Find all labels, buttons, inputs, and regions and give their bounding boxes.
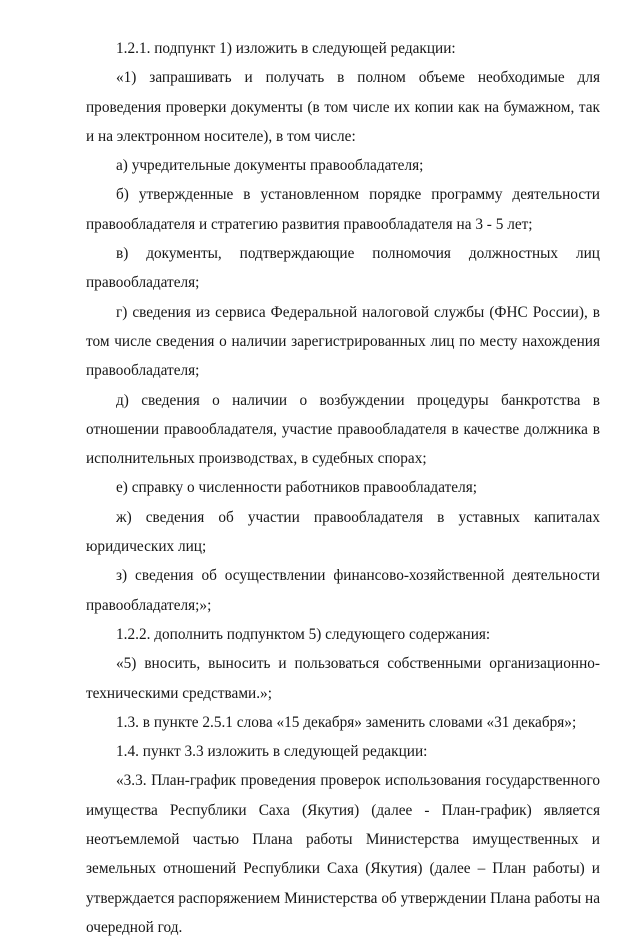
- paragraph-item-v: в) документы, подтверждающие полномочия должностных лиц правообладателя;: [86, 245, 600, 292]
- paragraph-item-d: д) сведения о наличии о возбуждении процедуры банкротства в отношении правообладателя, участие правообладателя в качестве должника в исполнительных производствах, в судебных спорах;: [86, 391, 600, 468]
- paragraph-item-a: а) учредительные документы правообладателя;: [116, 157, 424, 175]
- paragraph-1-3: 1.3. в пункте 2.5.1 слова «15 декабря» заменить словами «31 декабря»;: [116, 713, 577, 731]
- paragraph-item-z: з) сведения об осуществлении финансово-хозяйственной деятельности правообладателя;»;: [86, 567, 600, 614]
- paragraph-3-3: «3.3. План-график проведения проверок использования государственного имущества Республики Саха (Якутия) (далее - План-график) является неотъемлемой частью Плана работы Министерства имущественных и земельных отношений Республики Саха (Якутия) (далее – План работы) и утверждается распоряжением Министерства об утверждении Плана работы на очередной год.: [86, 772, 600, 936]
- paragraph-item-zh: ж) сведения об участии правообладателя в уставных капиталах юридических лиц;: [86, 508, 600, 556]
- document-page: [86, 34, 600, 942]
- paragraph-1-2-1: 1.2.1. подпункт 1) изложить в следующей редакции:: [116, 40, 456, 57]
- paragraph-item-5: «5) вносить, выносить и пользоваться собственными организационно-техническими средствами.»;: [86, 655, 600, 702]
- paragraph-item-g: г) сведения из сервиса Федеральной налоговой службы (ФНС России), в том числе сведения о наличии зарегистрированных лиц по месту нахождения правообладателя;: [86, 303, 600, 380]
- paragraph-1-2-2: 1.2.2. дополнить подпунктом 5) следующего содержания:: [116, 625, 491, 643]
- paragraph-item-b: б) утвержденные в установленном порядке программу деятельности правообладателя и стратегию развития правообладателя на 3 - 5 лет;: [86, 186, 600, 233]
- paragraph-1-4: 1.4. пункт 3.3 изложить в следующей редакции:: [116, 743, 428, 761]
- paragraph-item-e: е) справку о численности работников правообладателя;: [116, 479, 477, 497]
- paragraph-item-1: «1) запрашивать и получать в полном объеме необходимые для проведения проверки документы (в том числе их копии как на бумажном, так и на электронном носителе), в том числе:: [86, 69, 600, 145]
